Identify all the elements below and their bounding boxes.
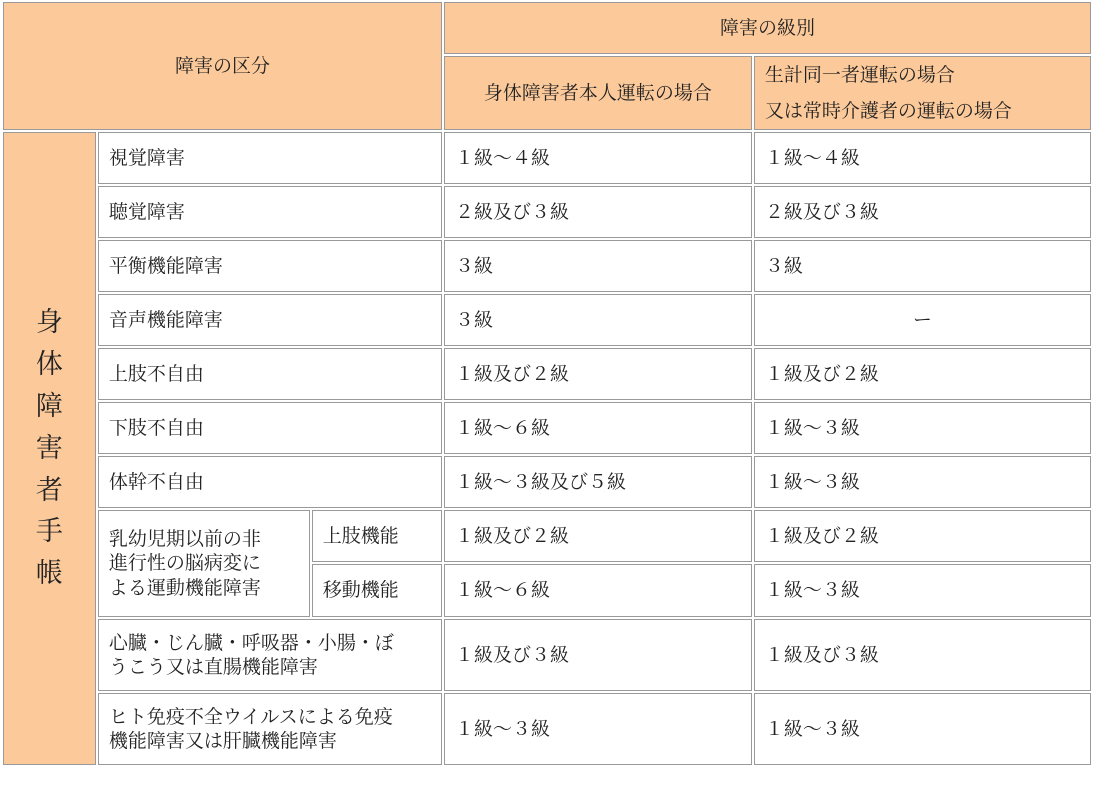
self-driving-value: １級～３級 [444, 693, 752, 765]
table-row [3, 693, 1091, 765]
header-grade: 障害の級別 [444, 2, 1091, 54]
row-label: 聴覚障害 [98, 186, 442, 238]
internal-label-line2: うこう又は直腸機能障害 [108, 656, 318, 679]
hiv-label-line1: ヒト免疫不全ウイルスによる免疫 [108, 705, 393, 728]
disability-grade-table [1, 0, 1093, 767]
header-family-driving [754, 56, 1091, 130]
family-driving-value: １級～３級 [754, 564, 1091, 617]
header-row-1 [3, 2, 1091, 54]
family-driving-value: １級～４級 [754, 132, 1091, 184]
row-label: 上肢不自由 [98, 348, 442, 400]
table-row [3, 619, 1091, 691]
self-driving-value: １級及び３級 [444, 619, 752, 691]
table-row [3, 186, 1091, 238]
self-driving-value: １級～４級 [444, 132, 752, 184]
sub-row-label: 上肢機能 [312, 510, 442, 562]
family-driving-value: １級及び２級 [754, 510, 1091, 562]
self-driving-value: ３級 [444, 294, 752, 346]
self-driving-value: １級～６級 [444, 402, 752, 454]
table-row [3, 402, 1091, 454]
family-driving-value: ー [754, 294, 1091, 346]
family-driving-value: ２級及び３級 [754, 186, 1091, 238]
row-label [98, 619, 442, 691]
self-driving-value: １級及び２級 [444, 348, 752, 400]
table-row [3, 456, 1091, 508]
infant-label-line3: よる運動機能障害 [108, 577, 261, 600]
table-row [3, 348, 1091, 400]
self-driving-value: ３級 [444, 240, 752, 292]
internal-label-line1: 心臓・じん臓・呼吸器・小腸・ぼ [108, 631, 394, 654]
row-label [98, 693, 442, 765]
header-category: 障害の区分 [3, 2, 442, 130]
family-driving-value: １級～３級 [754, 402, 1091, 454]
header-family-line1: 生計同一者運転の場合 [764, 64, 955, 86]
row-label: 音声機能障害 [98, 294, 442, 346]
family-driving-value: １級～３級 [754, 693, 1091, 765]
self-driving-value: ２級及び３級 [444, 186, 752, 238]
infant-group-label [98, 510, 310, 617]
self-driving-value: １級～６級 [444, 564, 752, 617]
row-label: 平衡機能障害 [98, 240, 442, 292]
family-driving-value: １級及び２級 [754, 348, 1091, 400]
table-row [3, 510, 1091, 562]
self-driving-value: １級及び２級 [444, 510, 752, 562]
family-driving-value: ３級 [754, 240, 1091, 292]
sub-row-label: 移動機能 [312, 564, 442, 617]
family-driving-value: １級～３級 [754, 456, 1091, 508]
header-self-driving: 身体障害者本人運転の場合 [444, 56, 752, 130]
self-driving-value: １級～３級及び５級 [444, 456, 752, 508]
table-row [3, 132, 1091, 184]
table-row [3, 240, 1091, 292]
row-label: 視覚障害 [98, 132, 442, 184]
table-row [3, 294, 1091, 346]
infant-label-line2: 進行性の脳病変に [108, 552, 261, 575]
category-cell [3, 132, 96, 765]
category-vertical-text: 身体障害者手帳 [35, 307, 63, 590]
row-label: 体幹不自由 [98, 456, 442, 508]
hiv-label-line2: 機能障害又は肝臓機能障害 [108, 730, 337, 753]
family-driving-value: １級及び３級 [754, 619, 1091, 691]
row-label: 下肢不自由 [98, 402, 442, 454]
header-family-line2: 又は常時介護者の運転の場合 [764, 100, 1012, 123]
infant-label-line1: 乳幼児期以前の非 [108, 527, 261, 550]
